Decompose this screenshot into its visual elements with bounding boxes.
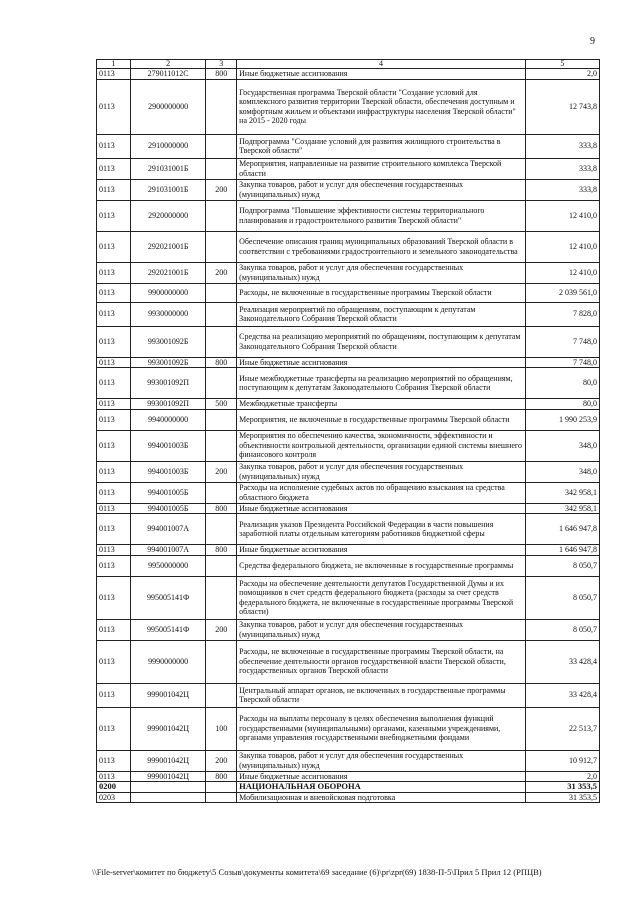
expense-type-cell (206, 302, 237, 326)
table-row (97, 409, 600, 430)
target-article-cell: 9990000000 (131, 640, 206, 683)
table-row (97, 750, 600, 771)
target-article-cell: 291031001Б (131, 179, 206, 200)
amount-cell: 348,0 (525, 461, 599, 482)
description-cell: Мероприятия, не включенные в государственные программы Тверской области (237, 409, 526, 430)
expense-type-cell: 200 (206, 750, 237, 771)
table-row (97, 707, 600, 750)
code-cell: 0113 (97, 771, 131, 782)
amount-cell: 33 428,4 (525, 683, 599, 707)
target-article-cell: 999001042Ц (131, 750, 206, 771)
code-cell: 0200 (97, 782, 131, 793)
target-article-cell: 292021001Б (131, 262, 206, 283)
amount-cell: 342 958,1 (525, 503, 599, 514)
description-cell: Закупка товаров, работ и услуг для обеспечения государственных (муниципальных) нужд (237, 179, 526, 200)
amount-cell: 2 039 561,0 (525, 283, 599, 302)
expense-type-cell (206, 368, 237, 399)
code-cell: 0113 (97, 283, 131, 302)
code-cell: 0113 (97, 503, 131, 514)
code-cell: 0113 (97, 368, 131, 399)
expense-type-cell (206, 482, 237, 503)
column-header: 3 (206, 60, 237, 69)
description-cell: Закупка товаров, работ и услуг для обеспечения государственных (муниципальных) нужд (237, 750, 526, 771)
table-row (97, 231, 600, 262)
code-cell: 0113 (97, 640, 131, 683)
page-number: 9 (590, 36, 595, 47)
expense-type-cell (206, 231, 237, 262)
expense-type-cell: 500 (206, 399, 237, 410)
code-cell: 0113 (97, 357, 131, 368)
table-row (97, 792, 600, 803)
amount-cell: 2,0 (525, 771, 599, 782)
footer-file-path: \\File-server\комитет по бюджету\5 Созыв\документы комитета\69 заседание (6)\pr\zpr(69) 1838-П-5\Прил 5 Прил 12 (РПЦВ) (92, 867, 542, 877)
code-cell: 0113 (97, 619, 131, 640)
description-cell: Иные межбюджетные трансферты на реализацию мероприятий по обращениям, поступающим к депутатам Законодательного Собрания Тверской области (237, 368, 526, 399)
amount-cell: 12 410,0 (525, 200, 599, 231)
table-row (97, 262, 600, 283)
table-row (97, 399, 600, 410)
table-row (97, 69, 600, 80)
description-cell: Расходы, не включенные в государственные программы Тверской области, на обеспечение деятельности органов государственной власти Тверской области, государственных органов Тверской области (237, 640, 526, 683)
target-article-cell: 9900000000 (131, 283, 206, 302)
target-article-cell: 9930000000 (131, 302, 206, 326)
description-cell: Закупка товаров, работ и услуг для обеспечения государственных (муниципальных) нужд (237, 461, 526, 482)
table-row (97, 482, 600, 503)
expense-type-cell (206, 326, 237, 357)
code-cell: 0113 (97, 430, 131, 461)
description-cell: Обеспечение описания границ муниципальных образований Тверской области в соответствии с требованиями градостроительного и земельного законодательства (237, 231, 526, 262)
amount-cell: 8 050,7 (525, 555, 599, 576)
table-row (97, 326, 600, 357)
table-row (97, 555, 600, 576)
expense-type-cell (206, 792, 237, 803)
description-cell: Подпрограмма "Создание условий для развития жилищного строительства в Тверской области" (237, 134, 526, 158)
code-cell: 0113 (97, 409, 131, 430)
expense-type-cell: 800 (206, 503, 237, 514)
code-cell: 0113 (97, 231, 131, 262)
table-row (97, 357, 600, 368)
table-row (97, 545, 600, 556)
amount-cell: 333,8 (525, 158, 599, 179)
description-cell: Иные бюджетные ассигнования (237, 357, 526, 368)
amount-cell: 333,8 (525, 179, 599, 200)
amount-cell: 1 990 253,9 (525, 409, 599, 430)
expense-type-cell (206, 555, 237, 576)
expense-type-cell: 800 (206, 771, 237, 782)
expense-type-cell: 800 (206, 545, 237, 556)
amount-cell: 348,0 (525, 430, 599, 461)
target-article-cell: 2900000000 (131, 79, 206, 134)
description-cell: Межбюджетные трансферты (237, 399, 526, 410)
expense-type-cell: 200 (206, 262, 237, 283)
description-cell: Расходы на исполнение судебных актов по обращению взыскания на средства областного бюджета (237, 482, 526, 503)
table-row (97, 134, 600, 158)
code-cell: 0113 (97, 683, 131, 707)
column-header: 1 (97, 60, 131, 69)
description-cell: Средства на реализацию мероприятий по обращениям, поступающим к депутатам Законодательного Собрания Тверской области (237, 326, 526, 357)
description-cell: Мероприятия, направленные на развитие строительного комплекса Тверской области (237, 158, 526, 179)
table-row (97, 514, 600, 545)
code-cell: 0113 (97, 576, 131, 619)
table-row (97, 771, 600, 782)
expense-type-cell: 100 (206, 707, 237, 750)
table-body (97, 69, 600, 803)
amount-cell: 22 513,7 (525, 707, 599, 750)
code-cell: 0113 (97, 750, 131, 771)
table-row (97, 430, 600, 461)
target-article-cell: 9940000000 (131, 409, 206, 430)
expense-type-cell (206, 576, 237, 619)
table-row (97, 576, 600, 619)
expense-type-cell (206, 158, 237, 179)
table-row (97, 200, 600, 231)
expense-type-cell (206, 514, 237, 545)
target-article-cell: 994001005Б (131, 503, 206, 514)
expense-type-cell: 200 (206, 619, 237, 640)
description-cell: НАЦИОНАЛЬНАЯ ОБОРОНА (237, 782, 526, 793)
amount-cell: 342 958,1 (525, 482, 599, 503)
table-row (97, 640, 600, 683)
expense-type-cell: 200 (206, 461, 237, 482)
amount-cell: 1 646 947,8 (525, 545, 599, 556)
table-row (97, 503, 600, 514)
code-cell: 0113 (97, 79, 131, 134)
code-cell: 0113 (97, 302, 131, 326)
budget-table (96, 59, 600, 803)
target-article-cell: 2920000000 (131, 200, 206, 231)
table-row (97, 283, 600, 302)
code-cell: 0113 (97, 69, 131, 80)
amount-cell: 8 050,7 (525, 576, 599, 619)
target-article-cell: 994001007А (131, 545, 206, 556)
table-row (97, 158, 600, 179)
description-cell: Мобилизационная и вневойсковая подготовка (237, 792, 526, 803)
target-article-cell: 2910000000 (131, 134, 206, 158)
code-cell: 0113 (97, 158, 131, 179)
description-cell: Иные бюджетные ассигнования (237, 503, 526, 514)
description-cell: Иные бюджетные ассигнования (237, 545, 526, 556)
amount-cell: 10 912,7 (525, 750, 599, 771)
amount-cell: 80,0 (525, 399, 599, 410)
expense-type-cell (206, 430, 237, 461)
description-cell: Закупка товаров, работ и услуг для обеспечения государственных (муниципальных) нужд (237, 262, 526, 283)
target-article-cell: 994001007А (131, 514, 206, 545)
expense-type-cell (206, 79, 237, 134)
expense-type-cell: 800 (206, 357, 237, 368)
table-row (97, 619, 600, 640)
amount-cell: 2,0 (525, 69, 599, 80)
expense-type-cell: 200 (206, 179, 237, 200)
amount-cell: 12 743,8 (525, 79, 599, 134)
description-cell: Иные бюджетные ассигнования (237, 771, 526, 782)
expense-type-cell: 800 (206, 69, 237, 80)
table-row (97, 368, 600, 399)
code-cell: 0113 (97, 707, 131, 750)
expense-type-cell (206, 683, 237, 707)
target-article-cell: 993001092П (131, 399, 206, 410)
expense-type-cell (206, 409, 237, 430)
code-cell: 0113 (97, 326, 131, 357)
target-article-cell: 994001005Б (131, 482, 206, 503)
amount-cell: 33 428,4 (525, 640, 599, 683)
description-cell: Закупка товаров, работ и услуг для обеспечения государственных (муниципальных) нужд (237, 619, 526, 640)
description-cell: Государственная программа Тверской области "Создание условий для комплексного развития территории Тверской области, обеспечения доступным и комфортным жильем и объектами инфраструктуры населения Тверской области" на 2015 - 2020 годы (237, 79, 526, 134)
description-cell: Расходы на обеспечение деятельности депутатов Государственной Думы и их помощников в счет средств федерального бюджета (расходы за счет средств федерального бюджета, не включенные в государственные программы Тверской области) (237, 576, 526, 619)
description-cell: Расходы на выплаты персоналу в целях обеспечения выполнения функций государственными (муниципальными) органами, казенными учреждениями, органами управления государственными внебюджетными фондами (237, 707, 526, 750)
expense-type-cell (206, 640, 237, 683)
table-row (97, 683, 600, 707)
target-article-cell: 999001042Ц (131, 771, 206, 782)
amount-cell: 7 748,0 (525, 326, 599, 357)
description-cell: Подпрограмма "Повышение эффективности системы территориального планирования и градостроительного развития Тверской области" (237, 200, 526, 231)
code-cell: 0113 (97, 514, 131, 545)
code-cell: 0113 (97, 482, 131, 503)
table-row (97, 79, 600, 134)
description-cell: Центральный аппарат органов, не включенных в государственные программы Тверской области (237, 683, 526, 707)
target-article-cell: 9950000000 (131, 555, 206, 576)
target-article-cell: 292021001Б (131, 231, 206, 262)
code-cell: 0203 (97, 792, 131, 803)
target-article-cell: 993001092П (131, 368, 206, 399)
description-cell: Расходы, не включенные в государственные программы Тверской области (237, 283, 526, 302)
description-cell: Мероприятия по обеспечению качества, экономичности, эффективности и объективности контрольной деятельности, организации единой системы внешнего финансового контроля (237, 430, 526, 461)
target-article-cell: 995005141Ф (131, 576, 206, 619)
code-cell: 0113 (97, 200, 131, 231)
amount-cell: 31 353,5 (525, 782, 599, 793)
table-header-row (97, 60, 600, 69)
amount-cell: 1 646 947,8 (525, 514, 599, 545)
target-article-cell (131, 792, 206, 803)
amount-cell: 80,0 (525, 368, 599, 399)
target-article-cell: 999001042Ц (131, 683, 206, 707)
code-cell: 0113 (97, 262, 131, 283)
target-article-cell: 999001042Ц (131, 707, 206, 750)
amount-cell: 31 353,5 (525, 792, 599, 803)
expense-type-cell (206, 134, 237, 158)
description-cell: Реализация мероприятий по обращениям, поступающим к депутатам Законодательного Собрания Тверской области (237, 302, 526, 326)
target-article-cell: 994001003Б (131, 430, 206, 461)
code-cell: 0113 (97, 179, 131, 200)
column-header: 5 (525, 60, 599, 69)
amount-cell: 8 050,7 (525, 619, 599, 640)
description-cell: Средства федерального бюджета, не включенные в государственные программы (237, 555, 526, 576)
target-article-cell: 993001092Б (131, 326, 206, 357)
code-cell: 0113 (97, 134, 131, 158)
amount-cell: 7 748,0 (525, 357, 599, 368)
target-article-cell: 291031001Б (131, 158, 206, 179)
target-article-cell: 995005141Ф (131, 619, 206, 640)
column-header: 2 (131, 60, 206, 69)
table-row (97, 461, 600, 482)
expense-type-cell (206, 200, 237, 231)
code-cell: 0113 (97, 555, 131, 576)
table-row (97, 179, 600, 200)
amount-cell: 7 828,0 (525, 302, 599, 326)
code-cell: 0113 (97, 399, 131, 410)
column-header: 4 (237, 60, 526, 69)
code-cell: 0113 (97, 545, 131, 556)
target-article-cell (131, 782, 206, 793)
target-article-cell: 993001092Б (131, 357, 206, 368)
amount-cell: 12 410,0 (525, 262, 599, 283)
code-cell: 0113 (97, 461, 131, 482)
target-article-cell: 279011012С (131, 69, 206, 80)
amount-cell: 12 410,0 (525, 231, 599, 262)
description-cell: Реализация указов Президента Российской Федерации в части повышения заработной платы отдельным категориям работников бюджетной сферы (237, 514, 526, 545)
table-row (97, 302, 600, 326)
expense-type-cell (206, 283, 237, 302)
expense-type-cell (206, 782, 237, 793)
target-article-cell: 994001003Б (131, 461, 206, 482)
table-row (97, 782, 600, 793)
description-cell: Иные бюджетные ассигнования (237, 69, 526, 80)
amount-cell: 333,8 (525, 134, 599, 158)
